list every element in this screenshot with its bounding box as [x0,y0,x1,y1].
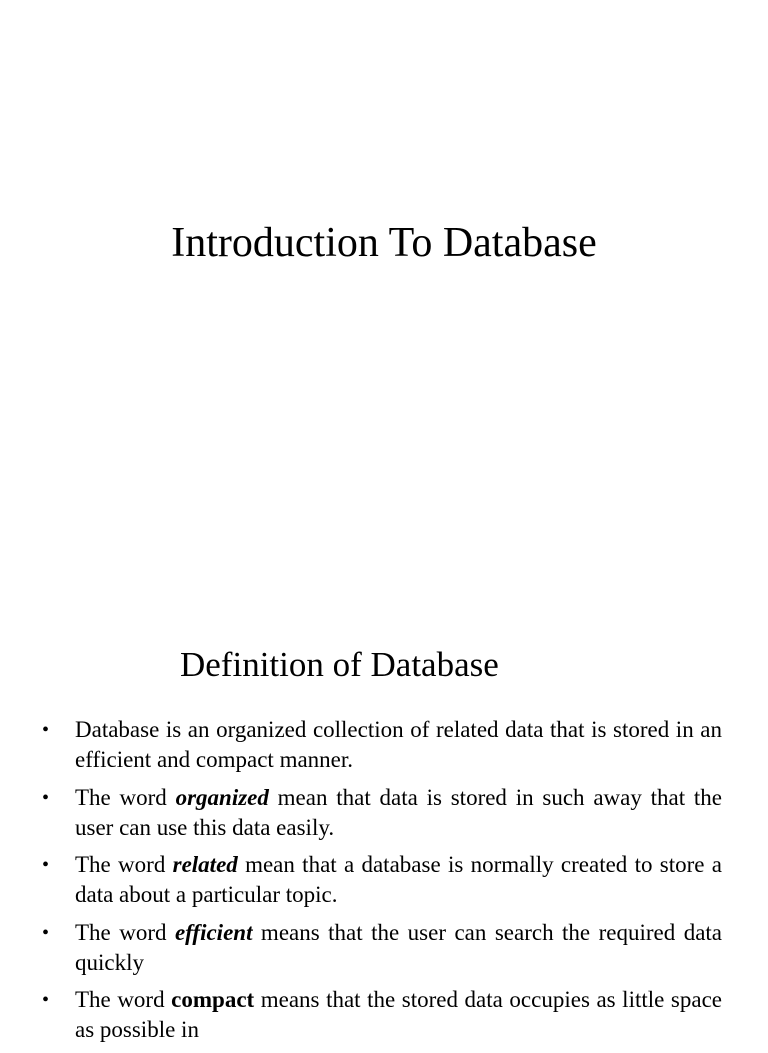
bullet-text-rest: means that the stored data occupies as little space as possible in [75,987,722,1042]
bullet-item-efficient [40,918,722,978]
bullet-text-lead: The word [75,919,175,945]
keyword-related: related [172,852,238,877]
bullet-text: Database is an organized collection of related data that is stored in an efficient and compact manner. [75,717,722,772]
bullet-marker: • [42,719,50,741]
bullet-item-compact [40,985,722,1045]
bullet-text-rest: mean that a database is normally created to store a data about a particular topic. [75,852,722,907]
bullet-marker: • [42,854,50,876]
definition-bullet-list [40,715,722,1053]
keyword-organized: organized [175,784,269,810]
bullet-item-definition [40,715,722,775]
bullet-marker: • [42,921,50,944]
slide-title: Introduction To Database [171,220,597,266]
bullet-marker: • [42,989,50,1011]
keyword-compact: compact [171,987,255,1012]
bullet-text-rest: mean that data is stored in such away that the user can use this data easily. [75,784,722,840]
bullet-text-lead: The word [75,987,172,1012]
bullet-text-lead: The word [75,852,173,877]
keyword-efficient: efficient [174,919,253,945]
bullet-marker: • [42,786,50,809]
bullet-text-rest: means that the user can search the required data quickly [75,919,722,975]
bullet-text-lead: The word [75,784,176,810]
bullet-item-related [40,850,722,910]
section-title: Definition of Database [180,645,499,684]
bullet-item-organized [40,783,722,843]
